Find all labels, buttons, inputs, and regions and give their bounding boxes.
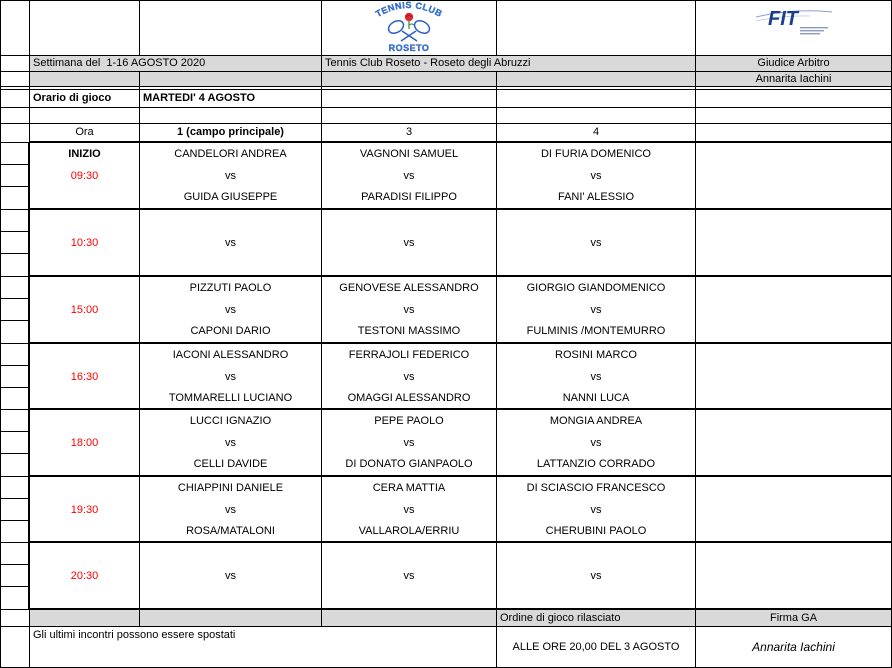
row-gutter: [0, 454, 30, 477]
court-4-match: [497, 277, 696, 344]
vs-label: vs: [590, 236, 602, 249]
time-cell: [30, 410, 140, 477]
spacer: [30, 210, 139, 232]
court-4-match: [497, 477, 696, 543]
empty-cell: [696, 90, 892, 108]
player-home: PEPE PAOLO: [374, 414, 444, 427]
row-gutter: [0, 108, 30, 124]
row-gutter: [0, 143, 30, 165]
vs-label: vs: [403, 169, 415, 182]
player-away: TOMMARELLI LUCIANO: [168, 391, 293, 404]
player-away: ROSA/MATALONI: [186, 524, 275, 537]
vs-label: vs: [590, 503, 602, 516]
court-1-match: [140, 210, 322, 277]
spacer: [30, 454, 139, 475]
player-home: CANDELORI ANDREA: [174, 147, 287, 160]
slot-time: 20:30: [70, 569, 99, 582]
court-4-match: [497, 344, 696, 410]
player-home: [322, 210, 496, 232]
player-home: IACONI ALESSANDRO: [172, 348, 289, 361]
spacer: [30, 388, 139, 408]
row-gutter: [0, 388, 30, 410]
spacer: [30, 543, 139, 565]
band-cell: [322, 610, 497, 627]
player-home: [497, 210, 695, 232]
time-cell: [30, 543, 140, 610]
spacer: [30, 521, 139, 541]
spacer: [30, 321, 139, 342]
row-gutter: [0, 299, 30, 321]
row-gutter: [0, 90, 30, 108]
court-1-match: [140, 543, 322, 610]
empty-cell: [140, 108, 322, 124]
schedule-label: Orario di gioco: [30, 90, 140, 108]
court-4-match: [497, 143, 696, 210]
player-away: [322, 587, 496, 608]
vs-label: vs: [225, 436, 236, 449]
fit-logo-cell: [696, 0, 892, 56]
row-gutter: [0, 565, 30, 587]
slot-time: 15:00: [70, 303, 99, 316]
vs-label: vs: [403, 436, 415, 449]
row-gutter: [0, 521, 30, 543]
player-away: DI DONATO GIANPAOLO: [345, 458, 473, 470]
player-away: FULMINIS /MONTEMURRO: [526, 325, 666, 337]
court-3-match: [322, 277, 497, 344]
column-header-empty: [696, 124, 892, 143]
notes-cell: [696, 543, 892, 610]
court-3-match: [322, 210, 497, 277]
vs-label: vs: [590, 569, 602, 582]
court-4-match: [497, 210, 696, 277]
row-gutter: [0, 432, 30, 454]
week-label: Settimana del 1-16 AGOSTO 2020: [30, 56, 322, 72]
vs-label: vs: [590, 303, 602, 316]
time-cell: [30, 277, 140, 344]
player-away: [322, 254, 496, 275]
time-cell: [30, 344, 140, 410]
notes-cell: [696, 477, 892, 543]
row-gutter: [0, 410, 30, 432]
slot-time: 16:30: [70, 370, 99, 383]
notes-cell: [696, 277, 892, 344]
player-away: [140, 254, 321, 275]
schedule-day: MARTEDI' 4 AGOSTO: [140, 90, 322, 108]
row-gutter: [0, 477, 30, 499]
notes-cell: [696, 210, 892, 277]
vs-label: vs: [590, 370, 602, 383]
spacer: [30, 254, 139, 275]
player-home: CERA MATTIA: [372, 481, 446, 494]
player-home: [322, 543, 496, 565]
time-cell: [30, 143, 140, 210]
row-gutter: [0, 499, 30, 521]
vs-label: vs: [225, 370, 236, 383]
court-3-match: [322, 344, 497, 410]
player-away: LATTANZIO CORRADO: [536, 458, 656, 470]
header-cell: [30, 0, 140, 56]
court-3-match: [322, 410, 497, 477]
player-home: VAGNONI SAMUEL: [359, 147, 459, 160]
row-gutter: [0, 277, 30, 299]
court-3-match: [322, 543, 497, 610]
row-gutter: [0, 627, 30, 668]
player-away: GUIDA GIUSEPPE: [183, 191, 278, 203]
empty-cell: [497, 90, 696, 108]
player-home: [497, 543, 695, 565]
row-gutter: [0, 165, 30, 187]
referee-signature: Annarita Iachini: [696, 627, 892, 668]
slot-time: 18:00: [70, 436, 99, 449]
empty-cell: [322, 90, 497, 108]
vs-label: vs: [403, 370, 415, 383]
club-name: Tennis Club Roseto - Roseto degli Abruzzi: [322, 56, 696, 72]
player-away: CELLI DAVIDE: [193, 458, 268, 470]
player-home: CHIAPPINI DANIELE: [177, 481, 284, 494]
slot-time: 09:30: [70, 169, 99, 182]
row-gutter: [0, 187, 30, 210]
row-gutter: [0, 366, 30, 388]
vs-label: vs: [403, 569, 415, 582]
player-home: GENOVESE ALESSANDRO: [339, 281, 479, 294]
club-logo: [369, 1, 449, 55]
referee-name: Annarita Iachini: [696, 72, 892, 87]
row-gutter: [0, 610, 30, 627]
spacer: [30, 277, 139, 299]
release-time: ALLE ORE 20,00 DEL 3 AGOSTO: [497, 627, 696, 668]
player-home: DI SCIASCIO FRANCESCO: [526, 481, 666, 494]
player-home: LUCCI IGNAZIO: [189, 414, 272, 427]
court-1-match: [140, 410, 322, 477]
row-gutter: [0, 321, 30, 344]
header-cell: [140, 0, 322, 56]
empty-cell: [30, 108, 140, 124]
player-away: [140, 587, 321, 608]
vs-label: vs: [403, 303, 415, 316]
vs-label: vs: [403, 503, 415, 516]
player-home: [140, 543, 321, 565]
court-1-match: [140, 143, 322, 210]
court-1-match: [140, 277, 322, 344]
player-home: [140, 210, 321, 232]
player-away: [497, 254, 695, 275]
header-cell: [497, 0, 696, 56]
vs-label: vs: [225, 303, 236, 316]
row-gutter: [0, 56, 30, 72]
slot-time: 10:30: [70, 236, 99, 249]
court-3-match: [322, 477, 497, 543]
player-away: PARADISI FILIPPO: [361, 191, 457, 203]
release-label: Ordine di gioco rilasciato: [497, 610, 696, 627]
row-gutter: [0, 72, 30, 87]
notes-cell: [696, 410, 892, 477]
time-cell: [30, 477, 140, 543]
column-header-court-1: 1 (campo principale): [140, 124, 322, 143]
court-1-match: [140, 477, 322, 543]
court-4-match: [497, 410, 696, 477]
vs-label: vs: [225, 503, 236, 516]
slot-time: 19:30: [70, 503, 99, 516]
vs-label: vs: [225, 169, 236, 182]
row-gutter: [0, 254, 30, 277]
player-away: CHERUBINI PAOLO: [545, 524, 647, 537]
spacer: [30, 410, 139, 432]
club-logo-top-text: TENNIS CLUB: [373, 1, 445, 19]
start-label: INIZIO: [68, 147, 101, 160]
court-4-match: [497, 543, 696, 610]
player-away: VALLAROLA/ERRIU: [358, 524, 460, 537]
club-logo-bottom-text: ROSETO: [388, 43, 430, 53]
row-gutter: [0, 210, 30, 232]
column-header-time: Ora: [30, 124, 140, 143]
court-3-match: [322, 143, 497, 210]
schedule-note: Gli ultimi incontri possono essere spostati: [30, 627, 497, 668]
vs-label: vs: [225, 569, 236, 582]
player-home: DI FURIA DOMENICO: [540, 147, 651, 160]
vs-label: vs: [590, 169, 602, 182]
band-cell: [30, 72, 140, 87]
player-home: ROSINI MARCO: [555, 348, 637, 361]
player-away: [497, 587, 695, 608]
player-home: FERRAJOLI FEDERICO: [348, 348, 470, 361]
column-header-court-4: 4: [497, 124, 696, 143]
band-cell: [140, 610, 322, 627]
notes-cell: [696, 344, 892, 410]
fit-logo: [754, 5, 834, 39]
fit-logo-text: FIT: [767, 8, 798, 30]
player-away: TESTONI MASSIMO: [357, 325, 461, 337]
notes-cell: [696, 143, 892, 210]
empty-cell: [696, 108, 892, 124]
empty-cell: [497, 108, 696, 124]
spacer: [30, 187, 139, 208]
band-cell: [497, 72, 696, 87]
spacer: [30, 477, 139, 499]
empty-cell: [322, 108, 497, 124]
band-cell: [140, 72, 322, 87]
player-away: OMAGGI ALESSANDRO: [347, 391, 471, 404]
signature-label: Firma GA: [696, 610, 892, 627]
row-gutter: [0, 543, 30, 565]
spacer: [30, 344, 139, 366]
spacer: [30, 587, 139, 608]
player-home: MONGIA ANDREA: [549, 414, 643, 427]
player-home: PIZZUTI PAOLO: [189, 281, 272, 294]
time-cell: [30, 210, 140, 277]
row-gutter: [0, 587, 30, 610]
band-cell: [322, 72, 497, 87]
club-logo-cell: [322, 0, 497, 56]
player-home: GIORGIO GIANDOMENICO: [526, 281, 666, 294]
player-away: FANI' ALESSIO: [557, 191, 635, 203]
player-away: CAPONI DARIO: [190, 325, 271, 337]
vs-label: vs: [403, 236, 415, 249]
vs-label: vs: [225, 236, 236, 249]
band-cell: [30, 610, 140, 627]
referee-label: Giudice Arbitro: [696, 56, 892, 72]
court-1-match: [140, 344, 322, 410]
column-header-court-3: 3: [322, 124, 497, 143]
player-away: NANNI LUCA: [562, 391, 630, 404]
vs-label: vs: [590, 436, 602, 449]
row-gutter: [0, 232, 30, 254]
row-gutter: [0, 0, 30, 56]
row-gutter: [0, 344, 30, 366]
row-gutter: [0, 124, 30, 143]
